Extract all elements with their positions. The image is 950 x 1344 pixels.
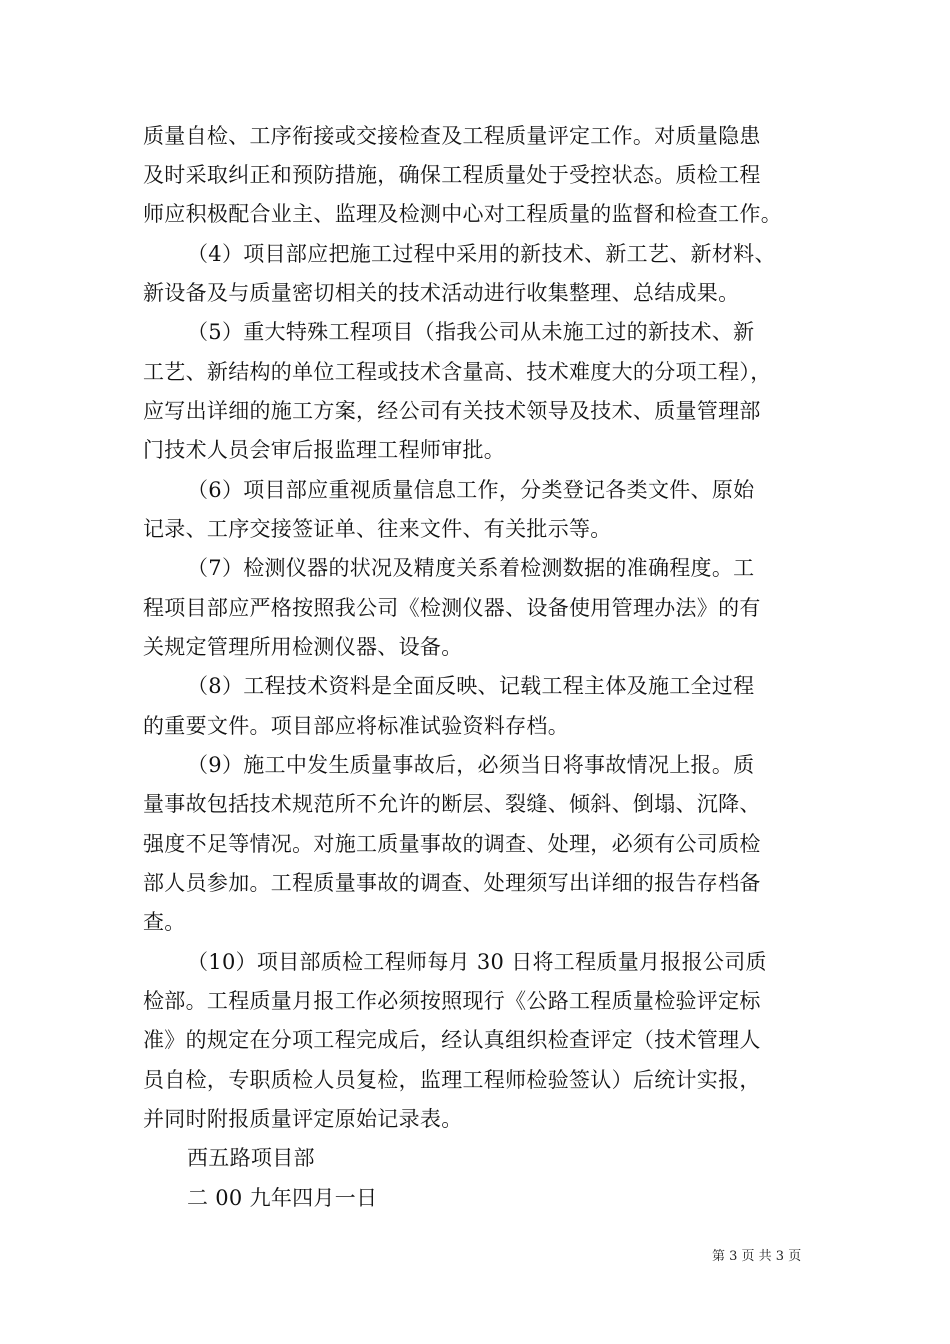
text-line: 应写出详细的施工方案，经公司有关技术领导及技术、质量管理部 (143, 399, 761, 423)
text-line: 及时采取纠正和预防措施，确保工程质量处于受控状态。质检工程 (143, 163, 761, 187)
text-line: 西五路项目部 (187, 1146, 315, 1170)
text-line: （9）施工中发生质量事故后，必须当日将事故情况上报。质 (187, 753, 755, 777)
text-line: 关规定管理所用检测仪器、设备。 (143, 635, 463, 659)
text-line: 记录、工序交接签证单、往来文件、有关批示等。 (143, 517, 612, 541)
text-line: 员自检，专职质检人员复检，监理工程师检验签认）后统计实报， (143, 1068, 761, 1092)
text-line: 并同时附报质量评定原始记录表。 (143, 1107, 463, 1131)
text-line: 部人员参加。工程质量事故的调查、处理须写出详细的报告存档备 (143, 871, 761, 895)
text-line: 师应积极配合业主、监理及检测中心对工程质量的监督和检查工作。 (143, 202, 782, 226)
text-line: 门技术人员会审后报监理工程师审批。 (143, 438, 506, 462)
text-line: （8）工程技术资料是全面反映、记载工程主体及施工全过程 (187, 674, 755, 698)
text-line: 准》的规定在分项工程完成后，经认真组织检查评定（技术管理人 (143, 1028, 761, 1052)
text-line: 强度不足等情况。对施工质量事故的调查、处理，必须有公司质检 (143, 832, 761, 856)
text-line: 检部。工程质量月报工作必须按照现行《公路工程质量检验评定标 (143, 989, 761, 1013)
text-line: 新设备及与质量密切相关的技术活动进行收集整理、总结成果。 (143, 281, 740, 305)
text-line: （7）检测仪器的状况及精度关系着检测数据的准确程度。工 (187, 556, 755, 580)
text-line: （5）重大特殊工程项目（指我公司从未施工过的新技术、新 (187, 320, 755, 344)
page-number: 第 3 页 共 3 页 (712, 1249, 802, 1264)
text-line: 查。 (143, 910, 186, 934)
text-line: （6）项目部应重视质量信息工作，分类登记各类文件、原始 (187, 478, 755, 502)
text-line: 的重要文件。项目部应将标准试验资料存档。 (143, 714, 569, 738)
text-line: 质量自检、工序衔接或交接检查及工程质量评定工作。对质量隐患 (143, 124, 761, 148)
text-line: 工艺、新结构的单位工程或技术含量高、技术难度大的分项工程）， (143, 360, 772, 384)
text-line: （4）项目部应把施工过程中采用的新技术、新工艺、新材料、 (187, 242, 776, 266)
text-line: 程项目部应严格按照我公司《检测仪器、设备使用管理办法》的有 (143, 596, 761, 620)
text-line: 量事故包括技术规范所不允许的断层、裂缝、倾斜、倒塌、沉降、 (143, 792, 761, 816)
text-line: 二 00 九年四月一日 (187, 1186, 378, 1210)
text-line: （10）项目部质检工程师每月 30 日将工程质量月报报公司质 (187, 950, 767, 974)
